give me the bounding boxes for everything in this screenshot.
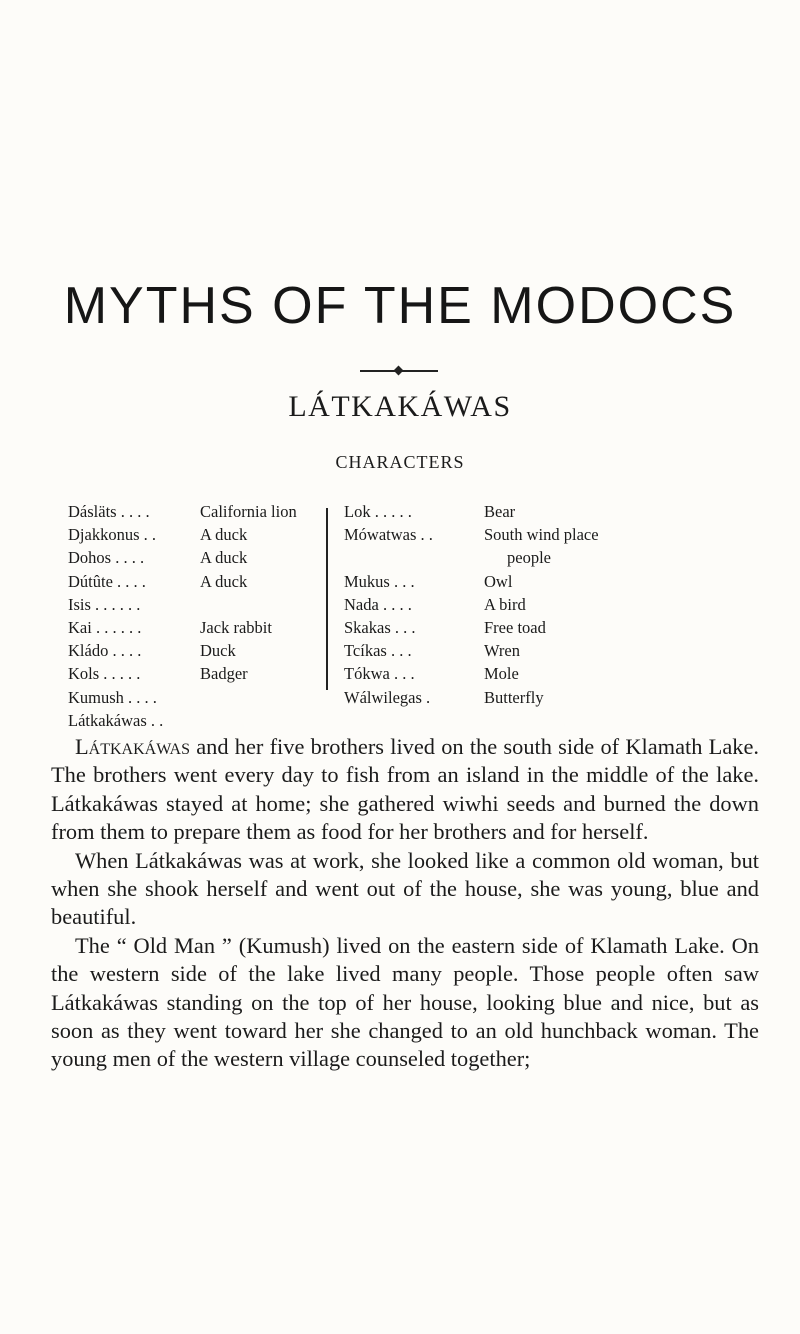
character-name: Dásläts . . . . <box>68 502 150 521</box>
title-ornament <box>360 366 438 376</box>
paragraph-text: The “ Old Man ” (Kumush) lived on the eastern side of Klamath Lake. On the western side of the lake lived many people. Those people often saw Látkakáwas standing on the top of her house, looking blue and nice, but as soon as they went toward her she changed to an old hunchback woman. The young men of the western village counseled together; <box>51 932 759 1072</box>
character-meaning: A bird <box>484 594 526 614</box>
paragraph <box>51 733 759 847</box>
character-meaning-line2: people <box>507 548 551 568</box>
character-row <box>68 616 328 639</box>
character-name: Tcíkas . . . <box>344 641 412 661</box>
character-meaning: A duck <box>200 571 248 591</box>
character-row <box>344 570 744 593</box>
character-row <box>344 523 744 569</box>
character-name: Wálwilegas . <box>344 687 431 707</box>
character-name: Isis . . . . . . <box>68 594 141 614</box>
character-name: Kládo . . . . <box>68 641 142 661</box>
character-row <box>344 662 744 685</box>
character-meaning: Mole <box>484 664 519 684</box>
character-name: Dohos . . . . <box>68 548 145 568</box>
characters-column-right <box>344 500 744 709</box>
character-name: Kols . . . . . <box>68 664 141 684</box>
diamond-icon <box>394 366 404 376</box>
character-name: Skakas . . . <box>344 617 416 637</box>
character-meaning: Free toad <box>484 617 546 637</box>
character-name: Djakkonus . . <box>68 525 156 545</box>
character-row <box>68 500 328 523</box>
character-meaning: A duck <box>200 525 248 545</box>
character-meaning: A duck <box>200 548 248 568</box>
character-name: Kumush . . . . <box>68 687 157 707</box>
character-meaning-line1: South wind place <box>484 525 599 545</box>
character-name: Tókwa . . . <box>344 664 415 684</box>
story-title: LÁTKAKÁWAS <box>288 390 512 423</box>
character-meaning: Bear <box>484 502 516 521</box>
character-name: Nada . . . . <box>344 594 412 614</box>
character-meaning: Duck <box>200 641 236 661</box>
characters-heading: CHARACTERS <box>335 452 465 472</box>
character-meaning <box>484 523 599 569</box>
character-name: Lok . . . . . <box>344 502 412 521</box>
paragraph-text: When Látkakáwas was at work, she looked like a common old woman, but when she shook herself and went out of the house, she was young, blue and beautiful. <box>51 847 759 930</box>
characters-list <box>68 500 748 730</box>
paragraph-text: and her five brothers lived on the south side of Klamath Lake. The brothers went every day to fish from an island in the middle of the lake. Látkakáwas stayed at home; she gathered wiwhi seeds and burned the down from them to prepare them as food for her brothers and for herself. <box>51 734 759 845</box>
paragraph <box>51 847 759 932</box>
character-meaning: Butterfly <box>484 687 544 707</box>
character-meaning: Wren <box>484 641 520 661</box>
character-name: Mówatwas . . <box>344 525 433 545</box>
character-name: Dútûte . . . . <box>68 571 146 591</box>
character-meaning: California lion <box>200 502 297 521</box>
page-title: MYTHS OF THE MODOCS <box>63 277 737 335</box>
character-name: Kai . . . . . . <box>68 617 142 637</box>
character-meaning: Owl <box>484 571 513 591</box>
character-name: Látkakáwas . . <box>68 710 164 730</box>
character-row <box>68 546 328 569</box>
paragraph <box>51 932 759 1074</box>
character-row <box>344 616 744 639</box>
story-body <box>51 733 759 1074</box>
character-row <box>68 570 328 593</box>
character-row <box>68 523 328 546</box>
character-meaning: Jack rabbit <box>200 617 272 637</box>
character-row <box>68 662 328 685</box>
paragraph-lead: Látkakáwas <box>75 734 191 759</box>
characters-column-left <box>68 500 328 732</box>
character-meaning: Badger <box>200 664 248 684</box>
column-divider <box>326 508 328 690</box>
character-row <box>344 593 744 616</box>
character-name: Mukus . . . <box>344 571 415 591</box>
character-row <box>68 686 328 709</box>
character-row <box>344 686 744 709</box>
character-row <box>344 639 744 662</box>
character-row <box>68 709 328 732</box>
character-row <box>344 500 744 523</box>
character-row <box>68 593 328 616</box>
character-row <box>68 639 328 662</box>
